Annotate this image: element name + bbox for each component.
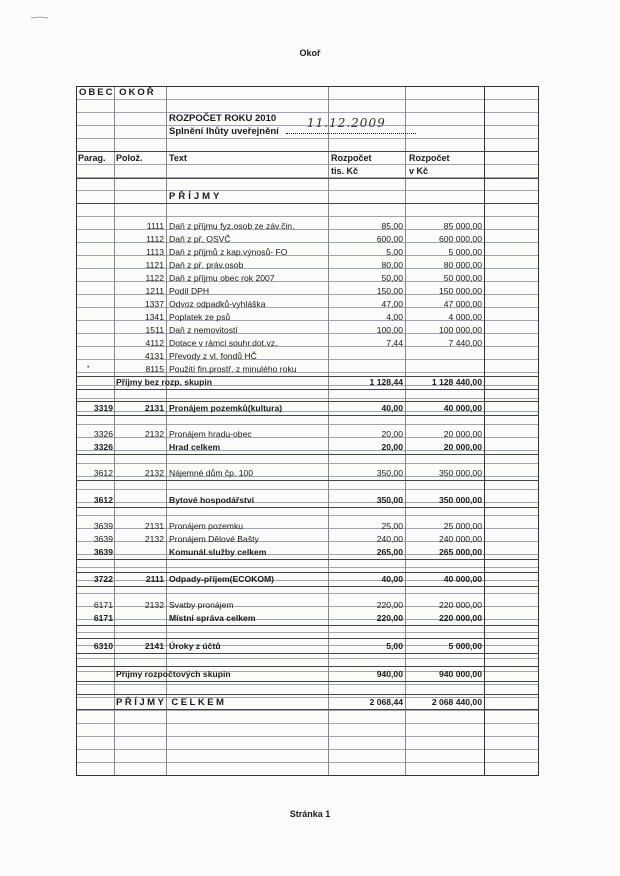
item-text: Použití fin.prostř. z minulého roku <box>169 364 297 374</box>
budget-thousands: 220,00 <box>376 613 403 623</box>
table-row <box>76 350 539 363</box>
table-row <box>76 363 539 376</box>
budget-czk: 220 000,00 <box>438 613 482 623</box>
budget-thousands: 7,44 <box>386 338 403 348</box>
item-text: Podíl DPH <box>169 286 210 296</box>
paragraph-code: 6310 <box>93 641 113 651</box>
item-code: 2132 <box>144 600 164 610</box>
table-row <box>76 298 539 311</box>
item-code: 1121 <box>145 260 164 270</box>
budget-czk: 265 000,00 <box>438 547 482 557</box>
total-thousands: 2 068,44 <box>369 697 403 707</box>
item-text: Daň z př. práv.osob <box>169 260 244 270</box>
budget-czk: 240 000,00 <box>438 534 482 544</box>
publication-deadline-label: Splnění lhůty uveřejnění <box>169 126 279 137</box>
table-row <box>76 285 539 298</box>
item-text: Daň z příjmu obec rok 2007 <box>169 273 275 283</box>
paragraph-code: 3639 <box>93 521 113 531</box>
col-parag-header: Parag. <box>78 153 106 163</box>
table-row <box>76 467 539 480</box>
paragraph-code: 3319 <box>93 403 113 413</box>
signature-dotted-line <box>286 133 416 134</box>
table-row <box>76 402 539 415</box>
item-text: Úroky z účtů <box>169 641 221 651</box>
budget-thousands: 220,00 <box>376 600 403 610</box>
table-row <box>76 246 539 259</box>
budget-thousands: 40,00 <box>381 574 403 584</box>
budget-czk: 150 000,00 <box>438 286 482 296</box>
paragraph-code: 6171 <box>93 613 113 623</box>
item-text: Pronájem pozemků(kultura) <box>169 403 283 413</box>
col-budget-tis-header: Rozpočet <box>331 153 372 163</box>
total-label: PŘÍJMY CELKEM <box>116 697 227 708</box>
item-text: Místní správa celkem <box>169 613 256 623</box>
item-code: 8115 <box>145 364 164 374</box>
col-budget-tis-unit: tis. Kč <box>331 166 359 176</box>
item-code: 1337 <box>144 299 164 309</box>
item-code: 2132 <box>144 534 164 544</box>
item-text: Bytové hospodářství <box>169 495 255 505</box>
budget-czk: 20 000,00 <box>443 429 482 439</box>
table-row <box>76 220 539 233</box>
budget-thousands: 50,00 <box>381 273 403 283</box>
item-text: Pronájem Dělové Bašty <box>169 534 259 544</box>
total-czk: 2 068 440,00 <box>431 697 482 707</box>
item-text: Poplatek ze psů <box>169 312 231 322</box>
budget-czk: 80 000,00 <box>443 260 482 270</box>
table-row <box>76 573 539 586</box>
item-code: 1341 <box>144 312 164 322</box>
paragraph-code: 3639 <box>93 534 113 544</box>
item-text: Daň z příjmů z kap.výnosů- FO <box>169 247 288 257</box>
item-code: 1122 <box>145 273 164 283</box>
budget-czk: 20 000,00 <box>443 442 482 452</box>
item-code: 2132 <box>144 429 164 439</box>
total-row <box>76 696 539 709</box>
budget-czk: 4 000,00 <box>448 312 482 322</box>
item-text: Komunál.služby celkem <box>169 547 267 557</box>
paragraph-code: 3722 <box>93 574 113 584</box>
item-text: Převody z vl. fondů HČ <box>169 351 257 361</box>
handwritten-date: 11.12.2009 <box>307 116 386 130</box>
item-code: 1211 <box>145 286 164 296</box>
item-text: Hrad celkem <box>169 442 221 452</box>
paragraph-code: 3612 <box>93 468 113 478</box>
table-row <box>76 233 539 246</box>
item-text: Daň z nemovitostí <box>169 325 238 335</box>
budget-thousands: 20,00 <box>381 429 403 439</box>
item-text: Dotace v rámci souhr.dot.vz. <box>169 338 278 348</box>
budget-thousands: 85,00 <box>381 221 403 231</box>
table-row <box>76 441 539 454</box>
subtotal-czk: 940 000,00 <box>438 669 482 679</box>
budget-thousands: 5,00 <box>386 247 403 257</box>
paragraph-code: 3326 <box>93 442 113 452</box>
budget-thousands: 20,00 <box>381 442 403 452</box>
col-budget-kc-unit: v Kč <box>409 166 429 176</box>
item-code: 4131 <box>144 351 164 361</box>
budget-czk: 100 000,00 <box>438 325 482 335</box>
table-row <box>76 272 539 285</box>
budget-thousands: 150,00 <box>376 286 403 296</box>
item-code: 1112 <box>146 234 164 244</box>
budget-czk: 50 000,00 <box>443 273 482 283</box>
item-code: 2111 <box>145 574 164 584</box>
budget-czk: 7 440,00 <box>448 338 482 348</box>
item-code: 2132 <box>144 468 164 478</box>
budget-czk: 600 000,00 <box>438 234 482 244</box>
budget-czk: 85 000,00 <box>443 221 482 231</box>
scan-mark-icon <box>30 14 54 20</box>
subtotal-label: Příjmy rozpočtových skupin <box>116 669 231 679</box>
subtotal-row <box>76 668 539 681</box>
budget-sheet <box>76 86 539 776</box>
table-row <box>76 324 539 337</box>
table-row <box>76 520 539 533</box>
budget-thousands: 40,00 <box>381 403 403 413</box>
item-text: Daň z příjmu fyz.osob ze záv.čin. <box>169 221 295 231</box>
item-code: 4112 <box>145 338 164 348</box>
budget-thousands: 240,00 <box>376 534 403 544</box>
paragraph-code: 3639 <box>93 547 113 557</box>
document-title: ROZPOČET ROKU 2010 <box>169 113 277 124</box>
item-text: Svatby pronájem <box>169 600 234 610</box>
budget-czk: 220 000,00 <box>438 600 482 610</box>
table-row <box>76 494 539 507</box>
table-row <box>76 259 539 272</box>
table-row <box>76 599 539 612</box>
subtotal-czk: 1 128 440,00 <box>431 377 482 387</box>
item-code: 1111 <box>146 221 164 231</box>
item-text: Pronájem pozemku <box>169 521 244 531</box>
item-code: 2131 <box>144 403 164 413</box>
col-poloz-header: Polož. <box>116 153 143 163</box>
budget-thousands: 25,00 <box>381 521 403 531</box>
table-row <box>76 640 539 653</box>
section-income-title: PŘÍJMY <box>169 191 223 202</box>
item-text: Nájemné dům čp. 100 <box>169 468 254 478</box>
margin-mark: • <box>87 364 90 371</box>
page-header: Okoř <box>299 48 321 58</box>
page-footer: Stránka 1 <box>289 809 331 819</box>
budget-thousands: 350,00 <box>376 468 403 478</box>
item-code: 1113 <box>146 247 164 257</box>
table-row <box>76 546 539 559</box>
item-text: Odvoz odpadků-vyhláška <box>169 299 266 309</box>
budget-thousands: 350,00 <box>376 495 403 505</box>
budget-thousands: 4,00 <box>386 312 403 322</box>
paragraph-code: 6171 <box>93 600 113 610</box>
budget-thousands: 47,00 <box>381 299 403 309</box>
budget-czk: 5 000,00 <box>448 247 482 257</box>
budget-czk: 5 000,00 <box>448 641 482 651</box>
item-text: Odpady-příjem(ECOKOM) <box>169 574 275 584</box>
table-row <box>76 533 539 546</box>
item-code: 2131 <box>144 521 164 531</box>
col-text-header: Text <box>169 153 187 163</box>
subtotal-label: Příjmy bez rozp. skupin <box>116 377 212 387</box>
budget-czk: 47 000,00 <box>443 299 482 309</box>
table-row <box>76 612 539 625</box>
budget-czk: 350 000,00 <box>438 468 482 478</box>
budget-thousands: 100,00 <box>376 325 403 335</box>
budget-thousands: 80,00 <box>381 260 403 270</box>
table-row <box>76 428 539 441</box>
item-code: 2141 <box>144 641 164 651</box>
budget-czk: 40 000,00 <box>443 574 482 584</box>
table-row <box>76 337 539 350</box>
paragraph-code: 3612 <box>93 495 113 505</box>
budget-czk: 25 000,00 <box>443 521 482 531</box>
municipality-name: OBEC OKOŘ <box>79 87 156 98</box>
item-text: Daň z př. OSVČ <box>169 234 231 244</box>
item-text: Pronájem hradu-obec <box>169 429 252 439</box>
col-budget-kc-header: Rozpočet <box>409 153 450 163</box>
table-row <box>76 311 539 324</box>
budget-czk: 40 000,00 <box>443 403 482 413</box>
budget-thousands: 265,00 <box>376 547 403 557</box>
budget-czk: 350 000,00 <box>438 495 482 505</box>
subtotal-thousands: 940,00 <box>376 669 403 679</box>
item-code: 1511 <box>145 325 164 335</box>
subtotal-row <box>76 376 539 389</box>
budget-thousands: 600,00 <box>376 234 403 244</box>
subtotal-thousands: 1 128,44 <box>369 377 403 387</box>
budget-thousands: 5,00 <box>386 641 403 651</box>
paragraph-code: 3326 <box>93 429 113 439</box>
